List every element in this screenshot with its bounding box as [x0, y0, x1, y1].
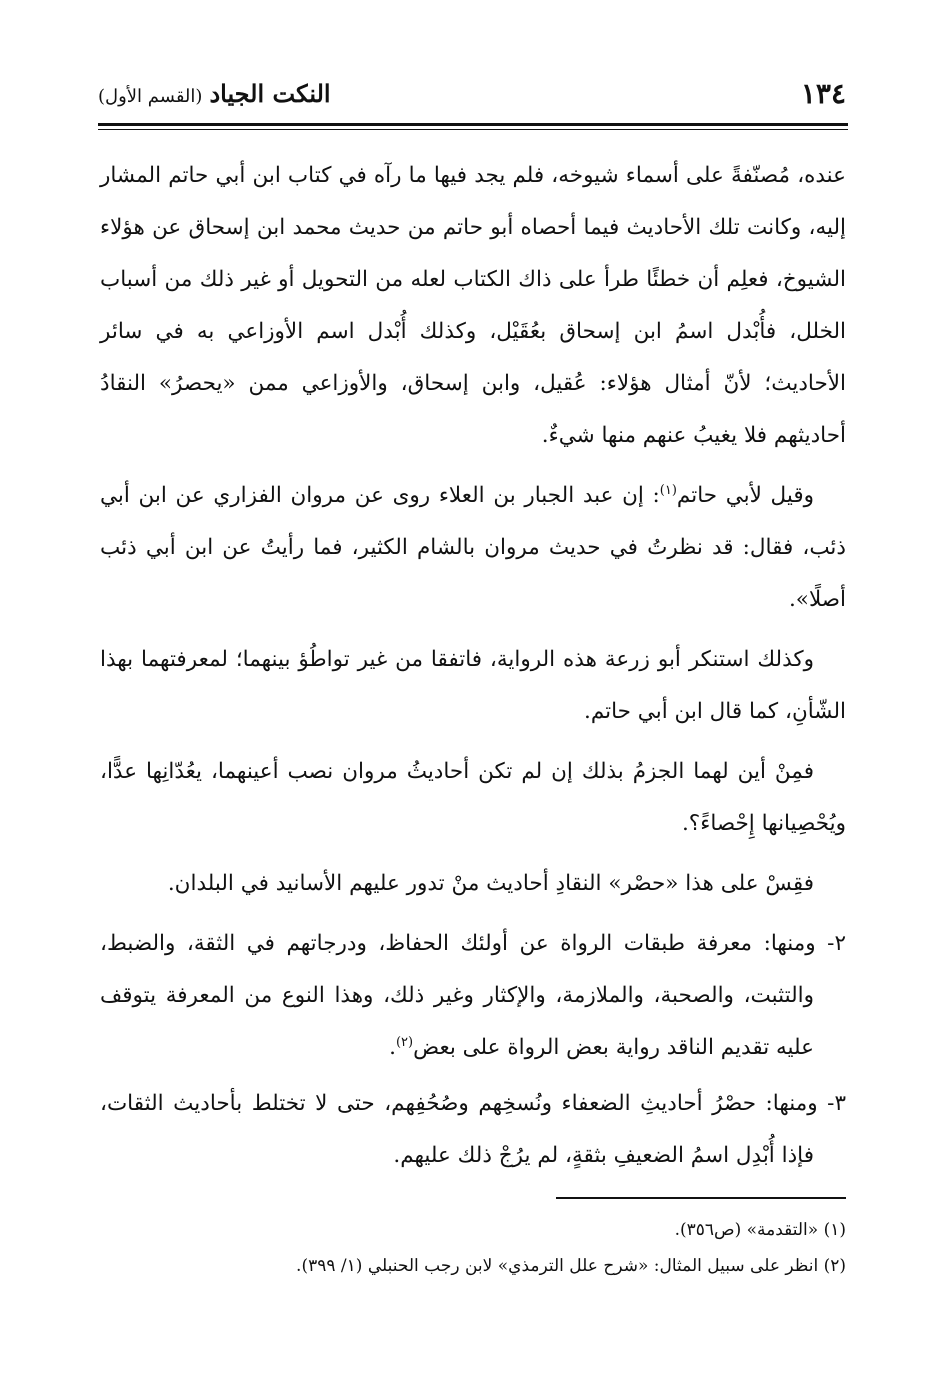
- page-header: [98, 74, 846, 114]
- list-item-3: ٣- ومنها: حصْرُ أحاديثِ الضعفاء ونُسخِهم وصُحُفِهم، حتى لا تختلط بأحاديث الثقات، فإذا أُبْدِل اسمُ الضعيفِ بثقةٍ، لم يرُجْ ذلك عليهم.: [100, 1091, 846, 1168]
- footnote-ref-2: (٢): [395, 1034, 414, 1050]
- list-item-2-end: .: [389, 1035, 396, 1060]
- main-text: [100, 150, 846, 1186]
- paragraph-5: فقِسْ على هذا «حصْر» النقادِ أحاديث منْ تدور عليهم الأسانيد في البلدان.: [167, 871, 814, 896]
- footnotes: [100, 1212, 846, 1284]
- paragraph-2-start: وقيل لأبي حاتم: [676, 483, 814, 508]
- header-rule-thick: [98, 123, 848, 126]
- paragraph-2: [100, 470, 846, 626]
- footnote-1: (١) «التقدمة» (ص٣٥٦).: [674, 1220, 846, 1240]
- book-section: (القسم الأول): [98, 86, 203, 107]
- footnote-ref-1: (١): [659, 482, 677, 498]
- paragraph-3: وكذلك استنكر أبو زرعة هذه الرواية، فاتفقا من غير تواطُؤ بينهما؛ لمعرفتهما بهذا الشّأنِ، كما قال ابن أبي حاتم.: [100, 647, 846, 724]
- page-number: ١٣٤: [800, 77, 846, 110]
- list-item-2-text: ٢- ومنها: معرفة طبقات الرواة عن أولئك الحفاظ، ودرجاتهم في الثقة، والضبط، والتثبت، والصحبة، والملازمة، والإكثار وغير ذلك، وهذا النوع من المعرفة يتوقف عليه تقديم الناقد رواية بعض الرواة على بعض: [100, 931, 846, 1060]
- paragraph-2-rest: : إن عبد الجبار بن العلاء روى عن مروان الفزاري عن ابن أبي ذئب، فقال: قد نظرتُ في حديث مروان بالشام الكثير، فما رأيتُ عن ابن أبي ذئب أصلًا».: [100, 483, 846, 612]
- footnote-separator: [556, 1197, 846, 1199]
- book-title: النكت الجياد: [209, 79, 331, 108]
- running-title: [98, 76, 331, 115]
- list-item-2: [100, 918, 846, 1074]
- footnote-2: (٢) انظر على سبيل المثال: «شرح علل الترمذي» لابن رجب الحنبلي (١/ ٣٩٩).: [296, 1256, 846, 1276]
- header-rule-thin: [98, 129, 848, 130]
- paragraph-1: عنده، مُصنّفةً على أسماء شيوخه، فلم يجد فيها ما رآه في كتاب ابن أبي حاتم المشار إليه، وكانت تلك الأحاديث فيما أحصاه أبو حاتم من حديث محمد ابن إسحاق عن هؤلاء الشيوخ، فعلِم أن خطئًا طرأ على ذاك الكتاب لعله من التحويل أو غير ذلك من أسباب الخلل، فأُبْدل اسمُ ابن إسحاق بعُقَيْل، وكذلك أُبْدل اسم الأوزاعي به في سائر الأحاديث؛ لأنّ أمثال هؤلاء: عُقيل، وابن إسحاق، والأوزاعي ممن «يحصرُ» النقادُ أحاديثهم فلا يغيبُ عنهم منها شيءٌ.: [100, 163, 846, 448]
- paragraph-4: فمِنْ أين لهما الجزمُ بذلك إن لم تكن أحاديثُ مروان نصب أعينهما، يعُدّانِها عدًّا، ويُحْصِيانها إِحْصاءً؟.: [100, 759, 846, 836]
